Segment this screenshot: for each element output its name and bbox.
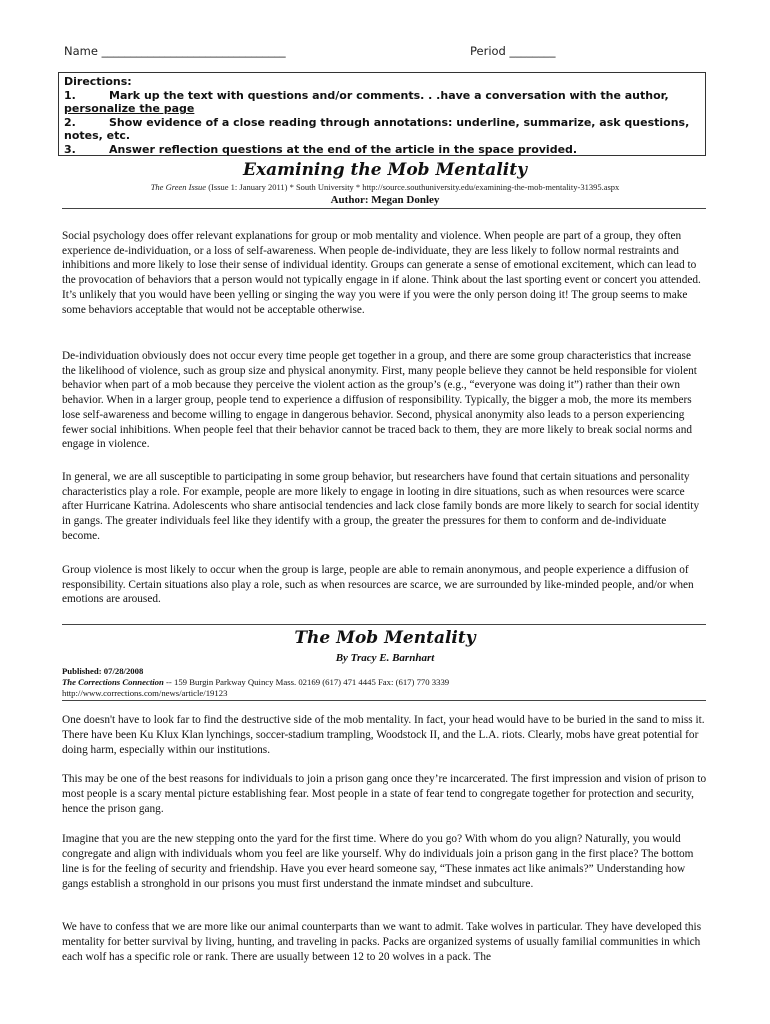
direction-item-3 bbox=[64, 143, 701, 157]
article1-paragraph: In general, we are all susceptible to participating in some group behavior, but researchers have found that certain situations and personality characteristics play a role. For example, people are more likely to engage in looting in dire situations, such as when resources were scarce after Hurricane Katrina. Adolescents who share antisocial tendencies and lack close family bonds are more likely to search for social identity in gangs. The greater individuals feel like they identify with a group, the greater the pressures for them to conform and de-individuate become. bbox=[62, 471, 700, 542]
name-field-label: Name ________________________________ bbox=[64, 44, 286, 58]
article1-paragraph: De-individuation obviously does not occur every time people get together in a group, and there are some group characteristics that increase the likelihood of violence, such as group size and physical anonymity. First, many people believe they cannot be held responsible for violent behavior when part of a mob because they perceive the violent action as the group’s (e.g., “everyone was doing it”) rather than their own behavior. When in a larger group, people tend to experience a diffusion of responsibility. Typically, the bigger a mob, the more its members lose self-awareness and become willing to engage in dangerous behavior. Second, physical anonymity also leads to a person experiencing fewer social inhibitions. When people feel that their behavior cannot be traced back to them, they are more likely to break social norms and engage in violence. bbox=[62, 350, 697, 451]
period-field-label: Period ________ bbox=[470, 44, 556, 58]
article2-paragraph: We have to confess that we are more like our animal counterparts than we want to admit. Take wolves in particular. They have developed this mentality for better survival by living, hunting, and traveling in packs. Packs are organized systems of usually familial communities in which each wolf has a specific role or rank. There are usually between 12 to 20 wolves in a pack. The bbox=[62, 921, 702, 963]
direction-item-1 bbox=[64, 89, 701, 103]
direction-number: 3. bbox=[64, 142, 76, 156]
publisher-address: -- 159 Burgin Parkway Quincy Mass. 02169 (617) 471 4445 Fax: (617) 770 3339 bbox=[163, 677, 450, 687]
direction-item-2 bbox=[64, 116, 701, 130]
direction-text: Mark up the text with questions and/or comments. . .have a conversation with the author, bbox=[109, 88, 669, 102]
direction-number: 1. bbox=[64, 88, 76, 102]
divider bbox=[62, 700, 706, 701]
direction-continuation: notes, etc. bbox=[64, 129, 131, 143]
article-url: http://www.corrections.com/news/article/19123 bbox=[62, 688, 228, 698]
direction-number: 2. bbox=[64, 115, 76, 129]
article1-author: Author: Megan Donley bbox=[330, 194, 440, 206]
publisher-line bbox=[62, 677, 707, 688]
published-date: Published: 07/28/2008 bbox=[62, 666, 144, 676]
direction-continuation: personalize the page bbox=[64, 102, 195, 116]
article2-paragraph: This may be one of the best reasons for individuals to join a prison gang once they’re incarcerated. The first impression and vision of prison to most people is a scary mental picture establishing fear. Most people in a state of fear tend to congregate together for protection and security, hence the prison gang. bbox=[62, 773, 707, 815]
directions-title: Directions: bbox=[64, 75, 132, 88]
article2-byline: By Tracy E. Barnhart bbox=[335, 652, 435, 664]
divider bbox=[62, 208, 706, 209]
direction-text: Show evidence of a close reading through annotations: underline, summarize, ask questions, bbox=[109, 115, 690, 129]
article2-meta bbox=[62, 666, 707, 699]
article2-title: The Mob Mentality bbox=[294, 628, 476, 648]
article2-paragraph: One doesn't have to look far to find the destructive side of the mob mentality. In fact, your head would have to be buried in the sand to miss it. There have been Ku Klux Klan lynchings, soccer-stadium trampling, Woodstock II, and the L.A. riots. Clearly, mobs have great potential for doing harm, especially within our institutions. bbox=[62, 714, 705, 756]
directions-box bbox=[58, 72, 706, 156]
source-publication: The Green Issue bbox=[150, 182, 207, 192]
direction-text: Answer reflection questions at the end of the article in the space provided. bbox=[109, 142, 578, 156]
divider bbox=[62, 624, 706, 625]
article1-paragraph: Social psychology does offer relevant explanations for group or mob mentality and violence. When people are part of a group, they often experience de-individuation, or a loss of self-awareness. When people de-individuate, they are less likely to follow normal restraints and inhibitions and more likely to lose their sense of individual identity. Groups can generate a sense of emotional excitement, which can lead to the provocation of behaviors that a person would not typically engage in if alone. Think about the last sporting event or concert you attended. It’s unlikely that you would have been yelling or singing the way you were if you were the only person doing it! The group seems to make some behaviors acceptable that would not be acceptable otherwise. bbox=[62, 230, 701, 316]
article1-source bbox=[0, 182, 770, 192]
publisher-name: The Corrections Connection bbox=[62, 677, 164, 687]
source-details: (Issue 1: January 2011) * South University * http://source.southuniversity.edu/examining-the-mob-mentality-31395.aspx bbox=[206, 182, 620, 192]
article1-title: Examining the Mob Mentality bbox=[243, 160, 527, 180]
article2-paragraph: Imagine that you are the new stepping onto the yard for the first time. Where do you go? With whom do you align? Naturally, you would congregate and align with individuals whom you feel are like yourself. Why do individuals join a prison gang in the first place? The bottom line is for the feeling of security and friendship. Have you ever heard someone say, “These inmates act like animals?” Understanding how gangs establish a stronghold in our prisons you must first understand the inmate mindset and subculture. bbox=[62, 833, 694, 890]
article1-paragraph: Group violence is most likely to occur when the group is large, people are able to remain anonymous, and people experience a diffusion of responsibility. Certain situations also play a role, such as when resources are scarce, we are surrounded by like-minded people, and/or when emotions are aroused. bbox=[62, 564, 694, 606]
